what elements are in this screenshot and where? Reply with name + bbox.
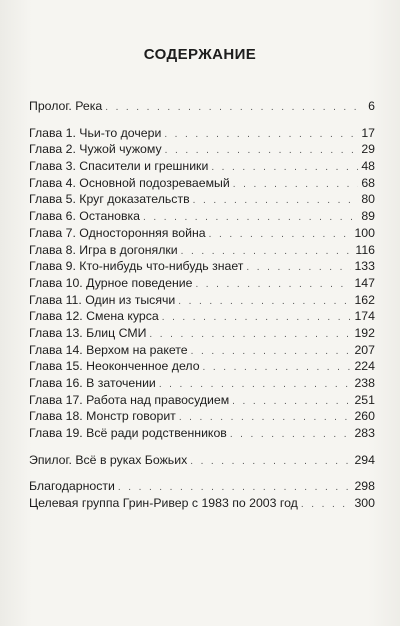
- toc-entry[interactable]: [29, 208, 375, 225]
- toc-entry-page-number: 68: [361, 175, 375, 190]
- toc-group: [29, 98, 375, 115]
- toc-entry-page-number: 162: [354, 292, 375, 307]
- toc-entry-title: Глава 1. Чьи-то дочери: [29, 125, 162, 140]
- toc-entry-page-number: 300: [354, 496, 375, 511]
- toc-entry[interactable]: [29, 425, 375, 442]
- toc-entry-page-number: 6: [368, 99, 375, 113]
- toc-entry[interactable]: [29, 225, 375, 242]
- dot-leader: [190, 454, 351, 471]
- dot-leader: [232, 394, 351, 411]
- dot-leader: [195, 277, 351, 294]
- toc-entry[interactable]: [29, 175, 375, 192]
- dot-leader: [203, 360, 352, 377]
- toc-entry-title: Благодарности: [29, 479, 115, 494]
- toc-entry-title: Глава 12. Смена курса: [29, 309, 159, 324]
- toc-entry[interactable]: [29, 98, 375, 115]
- dot-leader: [301, 497, 352, 514]
- toc-entry[interactable]: [29, 375, 375, 392]
- toc-entry-page-number: 192: [354, 325, 375, 340]
- toc-entry-page-number: 207: [354, 342, 375, 357]
- toc-entry-title: Глава 18. Монстр говорит: [29, 409, 176, 424]
- toc-entry-title: Глава 17. Работа над правосудием: [29, 392, 230, 407]
- dot-leader: [162, 310, 352, 327]
- toc-entry-page-number: 17: [361, 125, 375, 140]
- toc-entry-page-number: 89: [361, 209, 375, 224]
- toc-entry-title: Глава 7. Односторонняя война: [29, 225, 206, 240]
- dot-leader: [246, 260, 351, 277]
- toc-entry[interactable]: [29, 478, 375, 495]
- toc-entry-page-number: 48: [361, 159, 375, 174]
- toc-entry-title: Глава 8. Игра в догонялки: [29, 242, 178, 257]
- toc-entry-title: Пролог. Река: [29, 99, 103, 113]
- toc-entry-title: Глава 16. В заточении: [29, 376, 156, 390]
- toc-entry-title: Глава 14. Верхом на ракете: [29, 342, 188, 357]
- toc-entry-page-number: 116: [355, 242, 375, 257]
- toc-entry-title: Глава 2. Чужой чужому: [29, 142, 162, 157]
- toc-entry-page-number: 294: [354, 452, 375, 467]
- toc-entry[interactable]: [29, 125, 375, 142]
- toc-entry-title: Глава 3. Спасители и грешники: [29, 159, 209, 174]
- toc-entry-page-number: 147: [354, 275, 375, 290]
- dot-leader: [105, 100, 362, 117]
- toc-entry-page-number: 298: [354, 479, 375, 494]
- toc-group: [29, 478, 375, 511]
- toc-entry-page-number: 283: [354, 426, 375, 441]
- toc-entry-page-number: 174: [354, 309, 375, 324]
- toc-entry-title: Целевая группа Грин-Ривер с 1983 по 2003 год: [29, 496, 298, 511]
- toc-entry[interactable]: [29, 495, 375, 512]
- toc-entry[interactable]: [29, 342, 375, 359]
- toc-entry[interactable]: [29, 141, 375, 158]
- toc-entry[interactable]: [29, 292, 375, 309]
- toc-entry-title: Глава 5. Круг доказательств: [29, 192, 190, 207]
- dot-leader: [209, 227, 352, 244]
- toc-entry-title: Глава 10. Дурное поведение: [29, 275, 193, 290]
- dot-leader: [233, 177, 359, 194]
- toc-entry-page-number: 238: [354, 376, 375, 390]
- dot-leader: [191, 344, 352, 361]
- toc-entry-page-number: 80: [361, 192, 375, 207]
- toc-entry[interactable]: [29, 408, 375, 425]
- toc-entry-page-number: 251: [354, 392, 375, 407]
- toc-entry-title: Глава 15. Неоконченное дело: [29, 359, 200, 374]
- toc-entry-title: Глава 11. Один из тысячи: [29, 292, 176, 307]
- toc-entry[interactable]: [29, 191, 375, 208]
- toc-entry-page-number: 133: [354, 259, 375, 274]
- page-title: СОДЕРЖАНИЕ: [143, 46, 257, 63]
- toc-entry-title: Глава 9. Кто-нибудь что-нибудь знает: [29, 259, 244, 274]
- table-of-contents: [29, 98, 375, 522]
- dot-leader: [193, 193, 359, 210]
- toc-entry-title: Глава 6. Остановка: [29, 209, 141, 224]
- dot-leader: [230, 427, 352, 444]
- toc-entry[interactable]: [29, 325, 375, 342]
- toc-entry-title: Эпилог. Всё в руках Божьих: [29, 452, 188, 467]
- toc-entry-page-number: 260: [354, 409, 375, 424]
- toc-group: [29, 125, 375, 442]
- toc-entry[interactable]: [29, 358, 375, 375]
- toc-entry[interactable]: [29, 158, 375, 175]
- dot-leader: [164, 127, 358, 144]
- dot-leader: [211, 160, 358, 177]
- toc-entry[interactable]: [29, 258, 375, 275]
- toc-entry-page-number: 29: [361, 142, 375, 157]
- dot-leader: [178, 294, 351, 311]
- toc-entry[interactable]: [29, 275, 375, 292]
- toc-group: [29, 452, 375, 469]
- toc-entry-page-number: 224: [354, 359, 375, 374]
- toc-entry-title: Глава 19. Всё ради родственников: [29, 426, 227, 441]
- toc-entry[interactable]: [29, 242, 375, 259]
- toc-entry-title: Глава 13. Блиц СМИ: [29, 325, 147, 340]
- toc-entry[interactable]: [29, 392, 375, 409]
- toc-entry-title: Глава 4. Основной подозреваемый: [29, 175, 230, 190]
- toc-entry[interactable]: [29, 452, 375, 469]
- toc-entry[interactable]: [29, 308, 375, 325]
- toc-entry-page-number: 100: [354, 225, 375, 240]
